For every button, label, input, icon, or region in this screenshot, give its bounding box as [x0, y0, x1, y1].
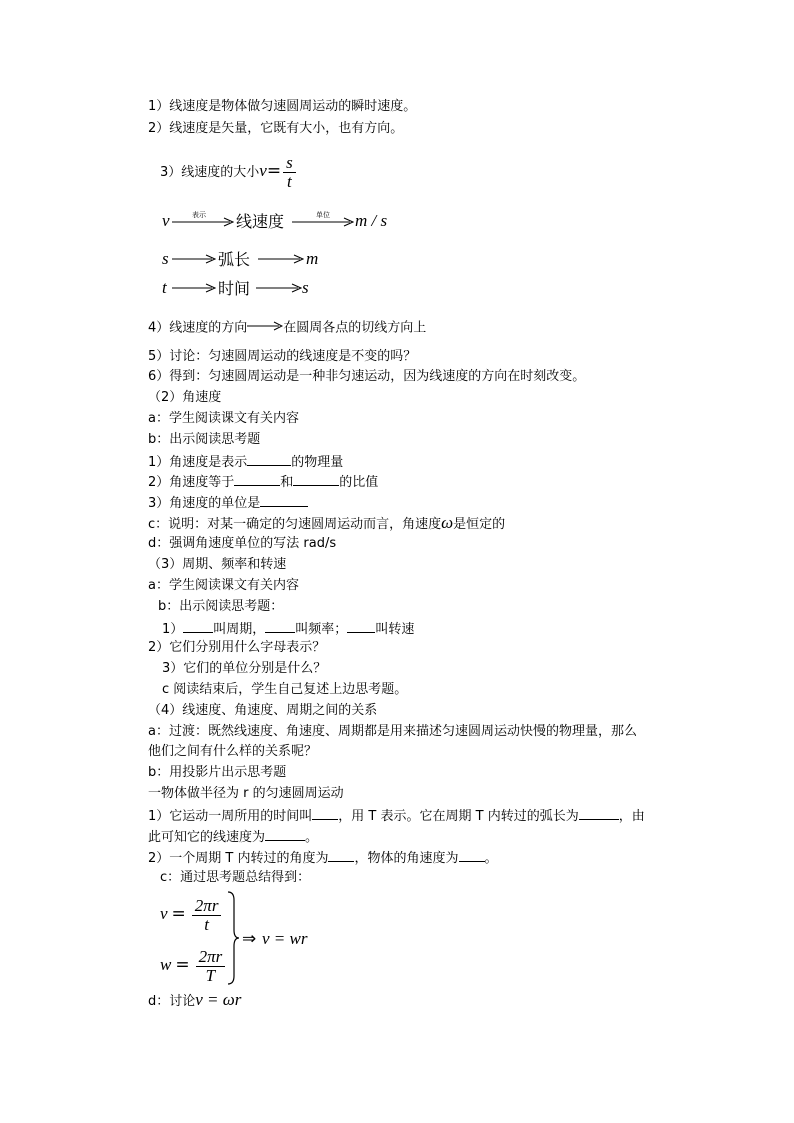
line-c-retell: c 阅读结束后，学生自己复述上边思考题。 — [162, 682, 408, 697]
blank-field — [579, 807, 619, 820]
line-5: 5）讨论：匀速圆周运动的线速度是不变的吗？ — [148, 349, 417, 364]
right-arrow-icon — [247, 320, 283, 336]
diagram-unit-m: m — [306, 249, 319, 268]
blank-field — [312, 807, 338, 820]
blank-field — [234, 473, 280, 486]
diagram-word-time: 时间 — [218, 279, 251, 298]
equals-sign: = — [266, 161, 282, 181]
section-angular-velocity: （2）角速度 — [148, 390, 222, 405]
section-relation: （4）线速度、角速度、周期之间的关系 — [148, 703, 378, 718]
line-a-read: a：学生阅读课文有关内容 — [148, 411, 299, 426]
line-a-transition: a：过渡：既然线速度、角速度、周期都是用来描述匀速圆周运动快慢的物理量，那么 — [148, 724, 637, 739]
line-problem-1-cont: 此可知它的线速度为 。 — [148, 830, 319, 845]
line-a-transition-cont: 他们之间有什么样的关系呢？ — [148, 744, 318, 759]
line-4: 4）线速度的方向 在圆周各点的切线方向上 — [148, 320, 427, 336]
implies-arrow-icon: ⇒ — [242, 929, 257, 949]
line-period-3: 3）它们的单位分别是什么？ — [162, 661, 327, 676]
diagram-unit-m-per-s: m / s — [355, 211, 388, 230]
line-period-2: 2）它们分别用什么字母表示？ — [148, 640, 326, 655]
blank-field — [347, 620, 375, 633]
diagram-word-linear-velocity: 线速度 — [236, 212, 285, 231]
diagram-s-symbol: s — [162, 249, 169, 268]
diagram-v-symbol: v — [162, 211, 170, 230]
line-problem: 一物体做半径为 r 的匀速圆周运动 — [148, 786, 344, 801]
line-period-1: 1） 叫周期， 叫频率； 叫转速 — [162, 622, 415, 637]
arrow-label-unit: 单位 — [316, 211, 330, 219]
blank-field — [183, 620, 213, 633]
blank-field — [265, 828, 305, 841]
symbol-v: v — [259, 161, 267, 180]
line-a-read-2: a：学生阅读课文有关内容 — [148, 578, 299, 593]
line-c-explain: c：说明：对某一确定的匀速圆周运动而言，角速度ω是恒定的 — [148, 513, 506, 532]
symbol-omega: ω — [441, 513, 454, 532]
line-angular-1: 1）角速度是表示 的物理量 — [148, 455, 344, 470]
line-angular-2: 2）角速度等于 和 的比值 — [148, 475, 379, 490]
right-arrow-icon — [172, 282, 216, 294]
blank-field — [459, 849, 485, 862]
line-d-discuss: d：讨论v = ωr — [148, 990, 242, 1009]
line-c-summary: c：通过思考题总结得到： — [160, 870, 311, 885]
line-problem-2: 2）一个周期 T 内转过的角度为 ，物体的角速度为 。 — [148, 851, 498, 866]
arrow-label-represents: 表示 — [192, 211, 206, 219]
diagram-unit-s: s — [302, 278, 309, 297]
line-1: 1）线速度是物体做匀速圆周运动的瞬时速度。 — [148, 99, 417, 114]
fraction-2pir-over-T: $\frac{2\pi r}{T}$ — [196, 948, 226, 985]
line-6: 6）得到：匀速圆周运动是一种非匀速运动，因为线速度的方向在时刻改变。 — [148, 369, 586, 384]
right-arrow-icon — [256, 282, 302, 294]
diagram-t-symbol: t — [162, 278, 167, 297]
equation-w: w = $\frac{2\pi r}{T}$ — [160, 945, 227, 987]
blank-field — [265, 620, 295, 633]
equation-v: v = $\frac{2\pi r}{t}$ — [160, 894, 223, 936]
right-brace-icon — [226, 890, 240, 986]
fraction-s-over-t: $\frac{s}{t}$ — [283, 154, 296, 191]
line-d-units: d：强调角速度单位的写法 rad/s — [148, 536, 337, 551]
line-2: 2）线速度是矢量，它既有大小，也有方向。 — [148, 121, 404, 136]
equation-result: v = wr — [262, 929, 308, 948]
blank-field — [293, 473, 339, 486]
right-arrow-icon — [292, 216, 354, 228]
line-b-questions-2: b：出示阅读思考题： — [158, 599, 284, 614]
line-b-questions: b：出示阅读思考题 — [148, 432, 261, 447]
line-problem-1: 1）它运动一周所用的时间叫 ，用 T 表示。它在周期 T 内转过的弧长为 ，由 — [148, 809, 645, 824]
line-angular-3: 3）角速度的单位是 — [148, 494, 308, 512]
diagram-word-arc-length: 弧长 — [218, 250, 251, 269]
blank-field — [328, 849, 354, 862]
section-period: （3）周期、频率和转速 — [148, 557, 287, 572]
right-arrow-icon — [172, 216, 234, 228]
line-b-projector: b：用投影片出示思考题 — [148, 765, 287, 780]
line-3-text: 3）线速度的大小 — [160, 165, 260, 180]
right-arrow-icon — [172, 253, 216, 265]
right-arrow-icon — [258, 253, 304, 265]
blank-field — [260, 494, 308, 507]
blank-field — [247, 453, 291, 466]
fraction-2pir-over-t: $\frac{2\pi r}{t}$ — [192, 897, 222, 934]
line-3-speed-formula — [160, 152, 298, 192]
